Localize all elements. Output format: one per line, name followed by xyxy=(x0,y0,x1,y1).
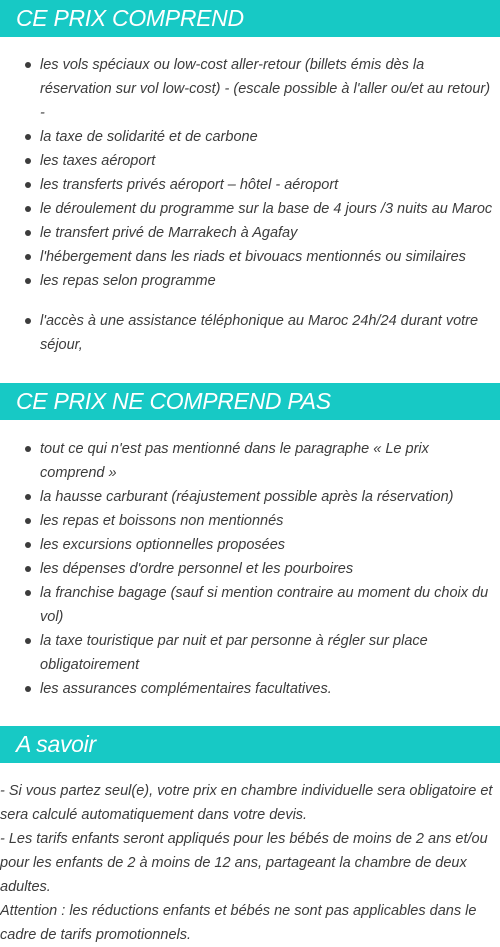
section-a-savoir xyxy=(0,726,500,947)
section-title-prix-comprend: CE PRIX COMPREND xyxy=(0,0,500,37)
list-item: les excursions optionnelles proposées xyxy=(0,533,500,557)
included-list xyxy=(0,53,500,357)
list-item: l'hébergement dans les riads et bivouacs mentionnés ou similaires xyxy=(0,245,500,269)
bullet-icon xyxy=(25,158,31,164)
bullet-icon xyxy=(25,638,31,644)
list-item: la hausse carburant (réajustement possible après la réservation) xyxy=(0,485,500,509)
bullet-icon xyxy=(25,134,31,140)
info-paragraph: - Les tarifs enfants seront appliqués pour les bébés de moins de 2 ans et/ou pour les enfants de 2 à moins de 12 ans, partageant la chambre de deux adultes. xyxy=(0,831,488,895)
list-item: la taxe touristique par nuit et par personne à régler sur place obligatoirement xyxy=(0,629,500,677)
list-item: l'accès à une assistance téléphonique au Maroc 24h/24 durant votre séjour, xyxy=(0,309,500,357)
bullet-icon xyxy=(25,62,31,68)
list-item: le déroulement du programme sur la base de 4 jours /3 nuits au Maroc xyxy=(0,197,500,221)
section-title-prix-ne-comprend-pas: CE PRIX NE COMPREND PAS xyxy=(0,383,500,420)
bullet-icon xyxy=(25,494,31,500)
bullet-icon xyxy=(25,566,31,572)
section-prix-comprend xyxy=(0,0,500,357)
list-item: tout ce qui n'est pas mentionné dans le paragraphe « Le prix comprend » xyxy=(0,437,500,485)
info-paragraph: - Si vous partez seul(e), votre prix en chambre individuelle sera obligatoire et sera calculé automatiquement dans votre devis. xyxy=(0,783,493,823)
list-item: la franchise bagage (sauf si mention contraire au moment du choix du vol) xyxy=(0,581,500,629)
bullet-icon xyxy=(25,686,31,692)
bullet-icon xyxy=(25,542,31,548)
bullet-icon xyxy=(25,590,31,596)
list-item: les vols spéciaux ou low-cost aller-retour (billets émis dès la réservation sur vol low-cost) - (escale possible à l'aller ou/et au retour) - xyxy=(0,53,500,125)
list-item: les repas et boissons non mentionnés xyxy=(0,509,500,533)
list-item: le transfert privé de Marrakech à Agafay xyxy=(0,221,500,245)
bullet-icon xyxy=(25,254,31,260)
info-text xyxy=(0,779,500,947)
list-item: les dépenses d'ordre personnel et les pourboires xyxy=(0,557,500,581)
excluded-list xyxy=(0,437,500,701)
bullet-icon xyxy=(25,230,31,236)
section-title-a-savoir: A savoir xyxy=(0,726,500,763)
bullet-icon xyxy=(25,182,31,188)
section-prix-ne-comprend-pas xyxy=(0,383,500,701)
list-item: les taxes aéroport xyxy=(0,149,500,173)
list-item: les transferts privés aéroport – hôtel - aéroport xyxy=(0,173,500,197)
list-item: les assurances complémentaires facultatives. xyxy=(0,677,500,701)
bullet-icon xyxy=(25,446,31,452)
bullet-icon xyxy=(25,206,31,212)
bullet-icon xyxy=(25,318,31,324)
list-item: la taxe de solidarité et de carbone xyxy=(0,125,500,149)
info-paragraph: Attention : les réductions enfants et bébés ne sont pas applicables dans le cadre de tarifs promotionnels. xyxy=(0,903,477,943)
bullet-icon xyxy=(25,278,31,284)
bullet-icon xyxy=(25,518,31,524)
list-item: les repas selon programme xyxy=(0,269,500,293)
